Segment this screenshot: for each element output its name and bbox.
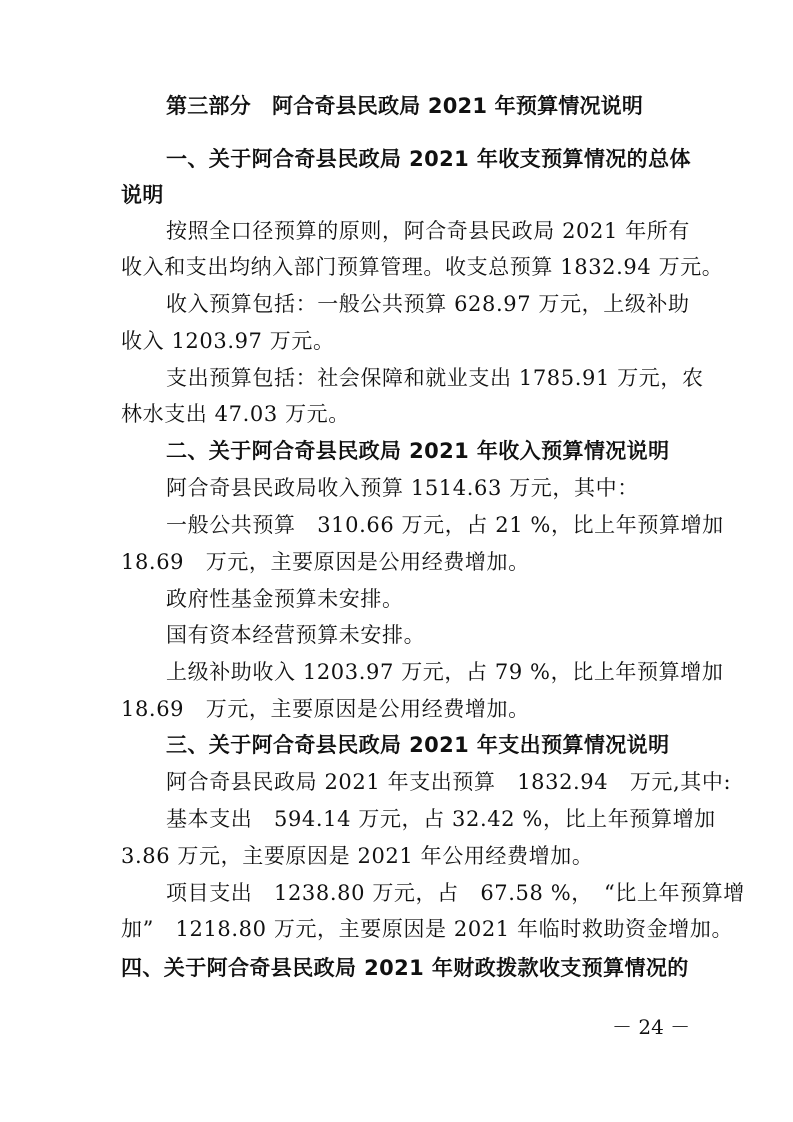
paragraph-cont: 18.69 万元，主要原因是公用经费增加。: [121, 697, 530, 721]
paragraph: 政府性基金预算未安排。: [166, 587, 404, 611]
page-number: － 24 －: [612, 1015, 691, 1039]
paragraph-cont: 加” 1218.80 万元，主要原因是 2021 年临时救助资金增加。: [121, 917, 734, 941]
paragraph-cont: 收入和支出均纳入部门预算管理。收支总预算 1832.94 万元。: [121, 255, 724, 279]
paragraph: 项目支出 1238.80 万元，占 67.58 %， “比上年预算增: [166, 881, 745, 905]
section2-heading: 二、关于阿合奇县民政局 2021 年收入预算情况说明: [166, 439, 670, 463]
section1-heading: 一、关于阿合奇县民政局 2021 年收支预算情况的总体: [166, 147, 691, 171]
section4-heading: 四、关于阿合奇县民政局 2021 年财政拨款收支预算情况的: [121, 956, 689, 980]
section1-heading-cont: 说明: [121, 183, 164, 207]
paragraph: 阿合奇县民政局 2021 年支出预算 1832.94 万元,其中:: [166, 770, 732, 794]
paragraph-cont: 收入 1203.97 万元。: [121, 329, 335, 353]
paragraph-cont: 18.69 万元，主要原因是公用经费增加。: [121, 550, 530, 574]
paragraph-cont: 3.86 万元，主要原因是 2021 年公用经费增加。: [121, 844, 594, 868]
paragraph: 阿合奇县民政局收入预算 1514.63 万元，其中：: [166, 476, 639, 500]
page-title: 第三部分 阿合奇县民政局 2021 年预算情况说明: [166, 94, 644, 118]
paragraph-cont: 林水支出 47.03 万元。: [121, 402, 350, 426]
paragraph: 一般公共预算 310.66 万元，占 21 %，比上年预算增加: [166, 513, 724, 537]
paragraph: 支出预算包括：社会保障和就业支出 1785.91 万元，农: [166, 366, 704, 390]
paragraph: 收入预算包括：一般公共预算 628.97 万元，上级补助: [166, 292, 690, 316]
paragraph: 基本支出 594.14 万元，占 32.42 %，比上年预算增加: [166, 807, 716, 831]
section3-heading: 三、关于阿合奇县民政局 2021 年支出预算情况说明: [166, 733, 670, 757]
paragraph: 按照全口径预算的原则，阿合奇县民政局 2021 年所有: [166, 219, 690, 243]
paragraph: 国有资本经营预算未安排。: [166, 623, 426, 647]
paragraph: 上级补助收入 1203.97 万元，占 79 %，比上年预算增加: [166, 660, 724, 684]
